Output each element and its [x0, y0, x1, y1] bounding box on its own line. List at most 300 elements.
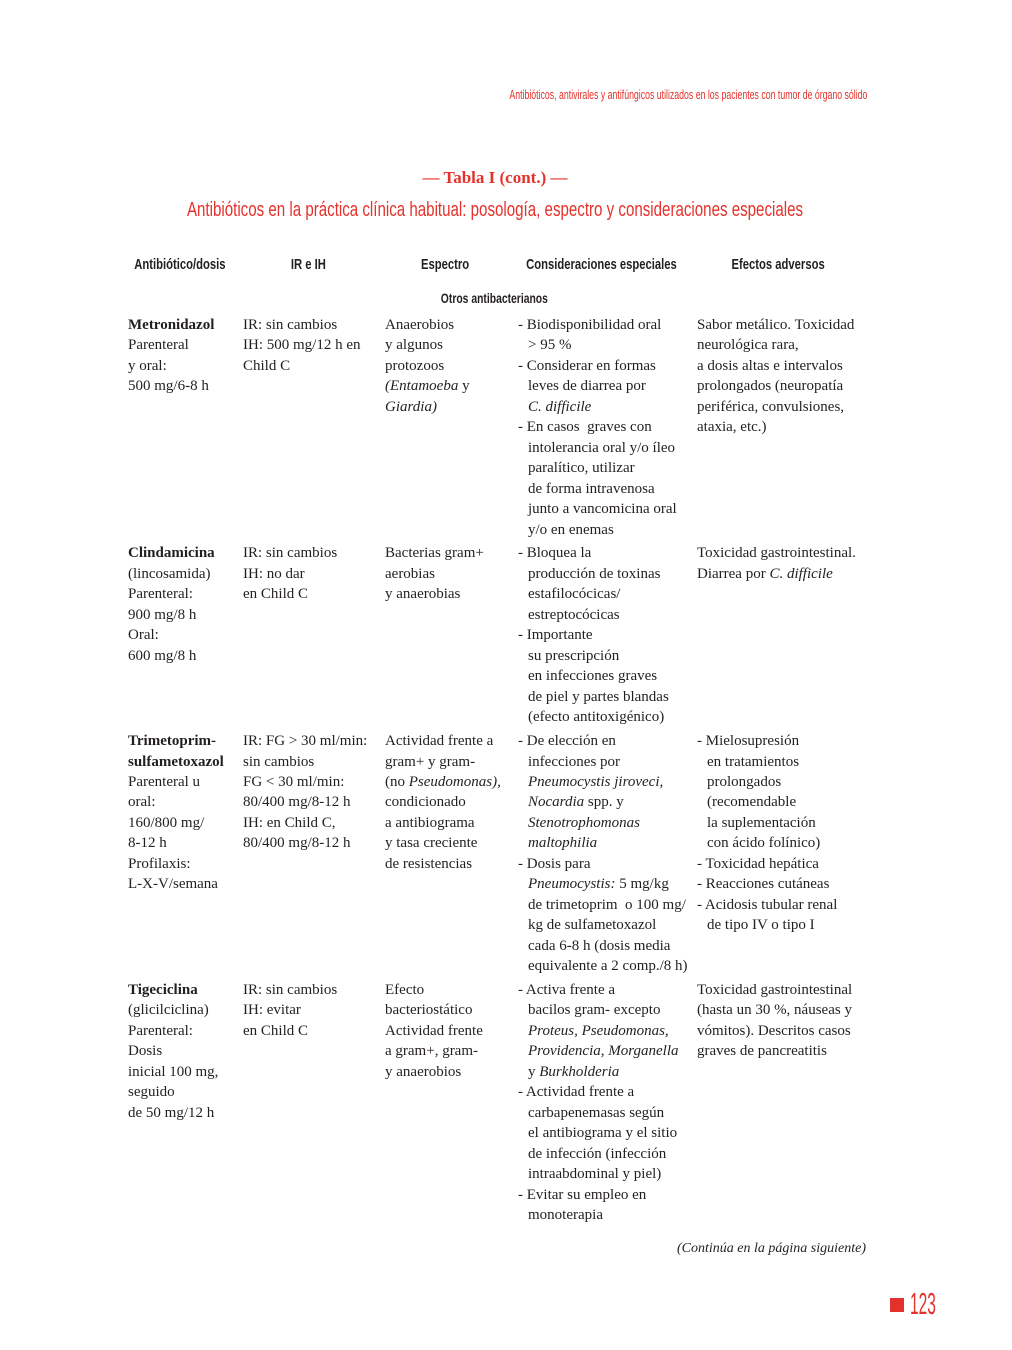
cell-line [243, 356, 385, 376]
cell-line [385, 854, 518, 874]
continuation-note: (Continúa en la página siguiente) [677, 1241, 866, 1256]
text-segment: IH: 500 mg/12 h en [243, 337, 361, 354]
cell-line [128, 1082, 243, 1102]
text-segment: infecciones por [528, 753, 621, 770]
column-header-ir-ih [237, 255, 379, 275]
cell-line [385, 543, 518, 563]
text-segment: Actividad frente a [385, 733, 494, 750]
text-segment: seguido [128, 1084, 175, 1101]
text-segment: 500 mg/6-8 h [128, 378, 209, 395]
text-segment: graves de pancreatitis [697, 1043, 827, 1060]
cell-line [697, 813, 872, 833]
cell-line [518, 915, 697, 935]
text-segment: Anaerobios [385, 317, 455, 333]
cell-antibiotico-dosis [128, 731, 243, 976]
text-segment: de resistencias [385, 855, 473, 872]
cell-line [518, 895, 697, 915]
cell-line [518, 936, 697, 956]
cell-line [697, 1041, 872, 1061]
cell-line [518, 458, 697, 478]
cell-line [697, 731, 872, 751]
table-row [128, 980, 872, 1225]
cell-line [518, 646, 697, 666]
cell-line [518, 1144, 697, 1164]
cell-line [128, 1062, 243, 1082]
cell-line [518, 543, 697, 563]
cell-line [243, 564, 385, 584]
text-segment: - De elección en [518, 733, 616, 750]
table-label-text: — Tabla I (cont.) — [422, 168, 568, 187]
cell-line [518, 1000, 697, 1020]
cell-line [518, 397, 697, 417]
text-segment: producción de toxinas [528, 565, 661, 582]
cell-line [385, 752, 518, 772]
text-segment: - Activa frente a [518, 982, 616, 998]
text-segment: cada 6-8 h (dosis media [528, 937, 671, 954]
text-segment: Tigeciclina [128, 982, 198, 998]
cell-line [128, 1000, 243, 1020]
text-segment: - Evitar su empleo en [518, 1186, 647, 1203]
text-segment: Stenotrophomonas [528, 814, 640, 831]
cell-line [697, 543, 872, 563]
text-segment: Parenteral: [128, 1022, 193, 1039]
text-segment: sin cambios [243, 753, 315, 770]
column-headers [122, 255, 866, 275]
text-segment: inicial 100 mg, [128, 1063, 219, 1080]
text-segment: paralítico, utilizar [528, 460, 635, 477]
cell-line [243, 772, 385, 792]
cell-line [128, 980, 243, 1000]
cell-consideraciones [518, 980, 697, 1225]
text-segment: el antibiograma y el sitio [528, 1125, 678, 1142]
page-number: 123 [910, 1286, 936, 1321]
text-segment: equivalente a 2 comp./8 h) [528, 958, 688, 975]
cell-line [518, 376, 697, 396]
cell-line [697, 564, 872, 584]
table-title [0, 197, 990, 223]
text-segment: - En casos graves con [518, 419, 652, 436]
text-segment: carbapenemasas según [528, 1104, 665, 1121]
cell-line [518, 315, 697, 335]
text-segment: de tipo IV o tipo I [707, 917, 815, 934]
text-segment: en Child C [243, 586, 309, 603]
table-row [128, 731, 872, 976]
text-segment: oral: [128, 794, 156, 811]
cell-line [518, 520, 697, 540]
cell-line [697, 772, 872, 792]
text-segment: protozoos [385, 357, 445, 374]
cell-line [385, 1000, 518, 1020]
text-segment: intraabdominal y piel) [528, 1166, 662, 1183]
text-segment: y tasa creciente [385, 835, 478, 852]
text-segment: estafilocócicas/ [528, 586, 621, 603]
cell-line [518, 792, 697, 812]
text-segment: Burkholderia [539, 1063, 620, 1080]
cell-espectro [385, 731, 518, 976]
cell-line [518, 1123, 697, 1143]
text-segment: - Actividad frente a [518, 1084, 635, 1101]
text-segment: Toxicidad gastrointestinal [697, 982, 853, 998]
column-header-label: Antibiótico/dosis [133, 256, 226, 273]
cell-line [243, 335, 385, 355]
cell-line [518, 752, 697, 772]
cell-line [518, 731, 697, 751]
text-segment: Diarrea por [697, 565, 770, 582]
text-segment: estreptocócicas [528, 606, 620, 623]
text-segment: bacteriostático [385, 1002, 473, 1019]
cell-line [697, 1000, 872, 1020]
cell-line [697, 915, 872, 935]
cell-line [128, 564, 243, 584]
cell-espectro [385, 315, 518, 540]
text-segment: Pseudomonas), [408, 773, 501, 790]
cell-line [518, 813, 697, 833]
cell-line [385, 397, 518, 417]
text-segment: periférica, convulsiones, [697, 398, 845, 415]
text-segment: a antibiograma [385, 814, 475, 831]
cell-line [518, 666, 697, 686]
cell-line [697, 376, 872, 396]
text-segment: spp. y [584, 794, 624, 811]
text-segment: IR: sin cambios [243, 982, 338, 998]
cell-antibiotico-dosis [128, 543, 243, 727]
cell-line [385, 792, 518, 812]
cell-line [518, 707, 697, 727]
text-segment: con ácido folínico) [707, 835, 821, 852]
text-segment: de 50 mg/12 h [128, 1104, 215, 1121]
text-segment: Efecto [385, 982, 425, 998]
cell-efectos-adversos [697, 315, 872, 540]
cell-espectro [385, 980, 518, 1225]
cell-line [128, 605, 243, 625]
cell-line [243, 543, 385, 563]
text-segment: IH: en Child C, [243, 814, 336, 831]
cell-line [385, 731, 518, 751]
text-segment: Actividad frente [385, 1022, 483, 1039]
text-segment: > 95 % [528, 337, 572, 354]
text-segment: IR: sin cambios [243, 317, 338, 333]
text-segment: Bacterias gram+ [385, 545, 484, 562]
cell-line [243, 752, 385, 772]
column-header-efectos-adversos [691, 255, 866, 275]
cell-line [518, 335, 697, 355]
text-segment: Trimetoprim- [128, 733, 217, 750]
cell-line [518, 833, 697, 853]
text-segment: IH: evitar [243, 1002, 301, 1019]
cell-line [128, 335, 243, 355]
cell-line [518, 874, 697, 894]
text-segment: gram+ y gram- [385, 753, 476, 770]
cell-line [697, 854, 872, 874]
text-segment: prolongados [707, 773, 782, 790]
cell-line [518, 499, 697, 519]
text-segment: (lincosamida) [128, 565, 211, 582]
cell-line [697, 335, 872, 355]
text-segment: FG < 30 ml/min: [243, 773, 345, 790]
text-segment: - Importante [518, 627, 593, 644]
text-segment: 8-12 h [128, 835, 167, 852]
cell-line [697, 895, 872, 915]
text-segment: Metronidazol [128, 317, 215, 333]
table-title-text: Antibióticos en la práctica clínica habitual: posología, espectro y consideraciones especiales [186, 199, 804, 221]
cell-line [518, 1021, 697, 1041]
cell-line [518, 1041, 697, 1061]
cell-consideraciones [518, 543, 697, 727]
text-segment: la suplementación [707, 814, 816, 831]
cell-line [697, 792, 872, 812]
cell-line [128, 731, 243, 751]
column-header-label: IR e IH [290, 256, 326, 273]
cell-line [243, 1000, 385, 1020]
text-segment: Giardia) [385, 398, 437, 415]
cell-line [128, 874, 243, 894]
cell-line [697, 1021, 872, 1041]
text-segment: y oral: [128, 357, 167, 374]
text-segment: Sabor metálico. Toxicidad [697, 317, 855, 333]
text-segment: kg de sulfametoxazol [528, 917, 657, 934]
text-segment: (Entamoeba [385, 378, 459, 395]
cell-antibiotico-dosis [128, 980, 243, 1225]
column-header-consideraciones [512, 255, 691, 275]
cell-line [243, 1021, 385, 1041]
column-header-antibiotico-dosis [122, 255, 237, 275]
cell-line [697, 315, 872, 335]
text-segment: (efecto antitoxigénico) [528, 709, 665, 726]
cell-line [518, 980, 697, 1000]
table-row [128, 543, 872, 727]
text-segment: Providencia, Morganella [528, 1043, 679, 1060]
text-segment: su prescripción [528, 647, 620, 664]
text-segment: de trimetoprim o 100 mg/ [528, 896, 686, 913]
cell-line [518, 1062, 697, 1082]
cell-line [518, 438, 697, 458]
text-segment: vómitos). Descritos casos [697, 1022, 851, 1039]
text-segment: ataxia, etc.) [697, 419, 767, 436]
column-header-label: Efectos adversos [731, 256, 826, 273]
cell-line [243, 731, 385, 751]
cell-ir-ih [243, 543, 385, 727]
cell-line [385, 813, 518, 833]
cell-efectos-adversos [697, 980, 872, 1225]
text-segment: y/o en enemas [528, 521, 614, 538]
cell-ir-ih [243, 980, 385, 1225]
cell-line [385, 315, 518, 335]
cell-line [518, 356, 697, 376]
cell-line [128, 543, 243, 563]
text-segment: leves de diarrea por [528, 378, 646, 395]
text-segment: en Child C [243, 1022, 309, 1039]
cell-line [385, 1041, 518, 1061]
cell-line [243, 584, 385, 604]
text-segment: prolongados (neuropatía [697, 378, 844, 395]
cell-consideraciones [518, 731, 697, 976]
text-segment: monoterapia [528, 1206, 603, 1223]
cell-line [243, 315, 385, 335]
cell-line [518, 1185, 697, 1205]
cell-ir-ih [243, 315, 385, 540]
cell-line [697, 833, 872, 853]
text-segment: sulfametoxazol [128, 753, 224, 770]
cell-line [385, 376, 518, 396]
text-segment: 160/800 mg/ [128, 814, 205, 831]
text-segment: (glicilciclina) [128, 1002, 209, 1019]
text-segment: IR: FG > 30 ml/min: [243, 733, 368, 750]
text-segment: de forma intravenosa [528, 480, 655, 497]
text-segment: - Considerar en formas [518, 357, 656, 374]
cell-line [243, 980, 385, 1000]
text-segment: - Dosis para [518, 855, 591, 872]
cell-efectos-adversos [697, 731, 872, 976]
cell-line [385, 980, 518, 1000]
cell-line [518, 417, 697, 437]
cell-line [518, 584, 697, 604]
cell-line [128, 356, 243, 376]
column-header-label: Espectro [421, 256, 470, 273]
text-segment: 80/400 mg/8-12 h [243, 835, 351, 852]
cell-line [385, 564, 518, 584]
text-segment: neurológica rara, [697, 337, 799, 354]
cell-line [518, 564, 697, 584]
text-segment: (no [385, 773, 409, 790]
text-segment: L-X-V/semana [128, 876, 218, 893]
text-segment: de piel y partes blandas [528, 688, 669, 705]
text-segment: - Reacciones cutáneas [697, 876, 830, 893]
cell-line [697, 874, 872, 894]
text-segment: Oral: [128, 627, 159, 644]
text-segment: 600 mg/8 h [128, 647, 197, 664]
cell-line [697, 980, 872, 1000]
cell-line [243, 792, 385, 812]
cell-line [385, 335, 518, 355]
cell-line [243, 813, 385, 833]
text-segment: Proteus, Pseudomonas, [528, 1022, 669, 1039]
cell-line [385, 1062, 518, 1082]
cell-line [128, 1041, 243, 1061]
text-segment: y [528, 1063, 540, 1080]
column-header-espectro [379, 255, 512, 275]
text-segment: condicionado [385, 794, 466, 811]
cell-line [128, 315, 243, 335]
text-segment: y algunos [385, 337, 443, 354]
text-segment: Pneumocystis: [528, 876, 616, 893]
cell-antibiotico-dosis [128, 315, 243, 540]
text-segment: a dosis altas e intervalos [697, 357, 843, 374]
text-segment: Clindamicina [128, 545, 215, 562]
cell-line [128, 1021, 243, 1041]
cell-line [518, 772, 697, 792]
text-segment: en infecciones graves [528, 668, 658, 685]
text-segment: C. difficile [769, 565, 833, 582]
cell-line [385, 1021, 518, 1041]
cell-line [518, 1082, 697, 1102]
cell-line [518, 854, 697, 874]
cell-line [128, 584, 243, 604]
cell-line [518, 1103, 697, 1123]
text-segment: y [458, 378, 470, 395]
cell-line [128, 752, 243, 772]
text-segment: - Toxicidad hepática [697, 855, 819, 872]
running-header: Antibióticos, antivirales y antifúngicos utilizados en los pacientes con tumor de órgano sólido [509, 88, 867, 102]
cell-line [385, 584, 518, 604]
text-segment: Pneumocystis jiroveci, [528, 773, 664, 790]
text-segment: Child C [243, 357, 291, 374]
text-segment: junto a vancomicina oral [528, 501, 677, 518]
cell-line [128, 813, 243, 833]
cell-line [518, 956, 697, 976]
text-segment: (recomendable [707, 794, 797, 811]
cell-line [697, 397, 872, 417]
cell-ir-ih [243, 731, 385, 976]
section-title-text: Otros antibacterianos [440, 290, 548, 306]
cell-line [518, 687, 697, 707]
cell-line [518, 1164, 697, 1184]
text-segment: - Mielosupresión [697, 733, 800, 750]
text-segment: intolerancia oral y/o íleo [528, 439, 676, 456]
text-segment: y anaerobios [385, 1063, 462, 1080]
text-segment: (hasta un 30 %, náuseas y [697, 1002, 852, 1019]
text-segment: y anaerobias [385, 586, 461, 603]
cell-consideraciones [518, 315, 697, 540]
text-segment: Parenteral [128, 337, 189, 354]
text-segment: a gram+, gram- [385, 1043, 479, 1060]
cell-line [385, 772, 518, 792]
text-segment: Profilaxis: [128, 855, 191, 872]
table-body [128, 315, 872, 1229]
cell-line [697, 356, 872, 376]
cell-line [128, 772, 243, 792]
text-segment: 900 mg/8 h [128, 606, 197, 623]
text-segment: 5 mg/kg [615, 876, 669, 893]
text-segment: - Bloquea la [518, 545, 592, 562]
cell-line [128, 792, 243, 812]
text-segment: en tratamientos [707, 753, 800, 770]
text-segment: aerobias [385, 565, 435, 582]
text-segment: Parenteral u [128, 773, 201, 790]
text-segment: bacilos gram- excepto [528, 1002, 661, 1019]
text-segment: de infección (infección [528, 1145, 667, 1162]
cell-line [128, 646, 243, 666]
cell-line [518, 479, 697, 499]
text-segment: Parenteral: [128, 586, 193, 603]
cell-line [385, 356, 518, 376]
text-segment: Toxicidad gastrointestinal. [697, 545, 856, 562]
cell-line [697, 417, 872, 437]
cell-line [128, 833, 243, 853]
text-segment: IH: no dar [243, 565, 305, 582]
cell-line [518, 625, 697, 645]
section-title [0, 288, 988, 308]
text-segment: C. difficile [528, 398, 592, 415]
cell-line [385, 833, 518, 853]
text-segment: - Acidosis tubular renal [697, 896, 838, 913]
cell-line [518, 1205, 697, 1225]
cell-line [243, 833, 385, 853]
text-segment: IR: sin cambios [243, 545, 338, 562]
cell-line [128, 625, 243, 645]
text-segment: - Biodisponibilidad oral [518, 317, 662, 333]
cell-line [128, 376, 243, 396]
table-row [128, 315, 872, 540]
cell-line [128, 1103, 243, 1123]
table-label [0, 167, 990, 189]
cell-efectos-adversos [697, 543, 872, 727]
text-segment: maltophilia [528, 835, 598, 852]
cell-line [697, 752, 872, 772]
text-segment: 80/400 mg/8-12 h [243, 794, 351, 811]
cell-line [518, 605, 697, 625]
cell-espectro [385, 543, 518, 727]
cell-line [128, 854, 243, 874]
